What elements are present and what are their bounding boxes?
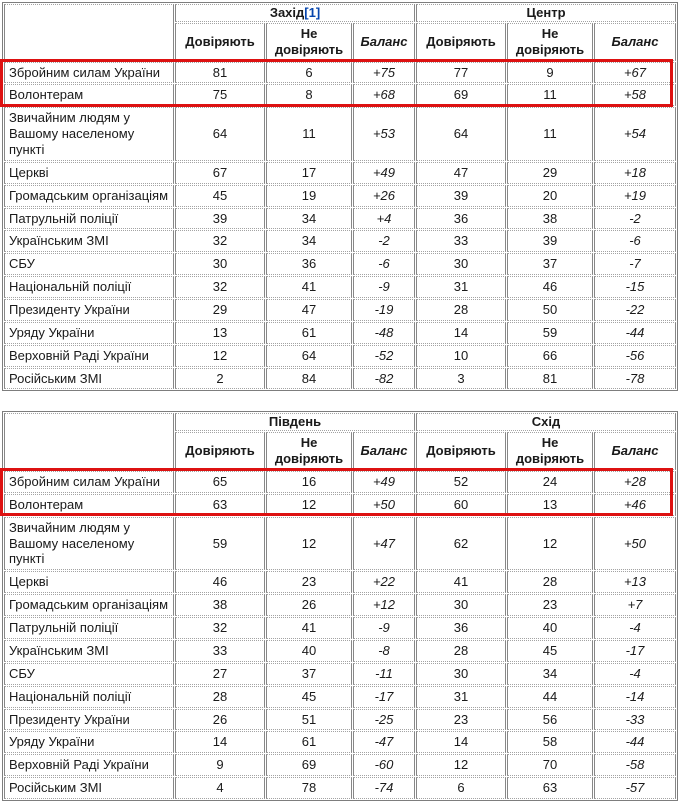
distrust-value: 61 — [266, 731, 352, 753]
distrust-value: 64 — [266, 345, 352, 367]
trust-table-block-south-east — [2, 411, 678, 800]
trust-value: 39 — [416, 185, 506, 207]
balance-value: +53 — [353, 107, 415, 161]
table-header — [4, 4, 676, 61]
distrust-value: 45 — [266, 686, 352, 708]
table-row-armed-forces — [4, 471, 676, 493]
balance-value: -25 — [353, 709, 415, 731]
trust-value: 6 — [416, 777, 506, 799]
table-row-patrol-police — [4, 208, 676, 230]
table-row-sbu — [4, 663, 676, 685]
trust-value: 52 — [416, 471, 506, 493]
row-label: Верховній Раді України — [4, 754, 174, 776]
distrust-value: 20 — [507, 185, 593, 207]
trust-value: 30 — [416, 663, 506, 685]
balance-value: +22 — [353, 571, 415, 593]
distrust-value: 16 — [266, 471, 352, 493]
trust-value: 9 — [175, 754, 265, 776]
balance-value: -15 — [594, 276, 676, 298]
row-label: Українським ЗМІ — [4, 640, 174, 662]
page — [2, 2, 678, 801]
trust-value: 75 — [175, 84, 265, 106]
balance-value: +28 — [594, 471, 676, 493]
trust-value: 32 — [175, 617, 265, 639]
balance-value: -7 — [594, 253, 676, 275]
row-label: Громадським організаціям — [4, 185, 174, 207]
table-row-ukrainian-media — [4, 230, 676, 252]
table-row-ordinary-people — [4, 517, 676, 571]
distrust-value: 41 — [266, 617, 352, 639]
trust-value: 2 — [175, 368, 265, 390]
row-label: Звичайним людям у Вашому населеному пункті — [4, 517, 174, 571]
balance-value: -9 — [353, 276, 415, 298]
trust-value: 14 — [416, 322, 506, 344]
trust-value: 31 — [416, 686, 506, 708]
table-row-russian-media — [4, 368, 676, 390]
distrust-value: 17 — [266, 162, 352, 184]
distrust-value: 34 — [266, 208, 352, 230]
distrust-value: 11 — [507, 84, 593, 106]
distrust-value: 37 — [507, 253, 593, 275]
column-header-balance: Баланс — [353, 432, 415, 470]
distrust-value: 37 — [266, 663, 352, 685]
distrust-value: 61 — [266, 322, 352, 344]
distrust-value: 34 — [507, 663, 593, 685]
balance-value: -57 — [594, 777, 676, 799]
column-header-trust: Довіряють — [416, 432, 506, 470]
row-label: СБУ — [4, 253, 174, 275]
balance-value: -48 — [353, 322, 415, 344]
trust-value: 77 — [416, 62, 506, 84]
row-label: Національній поліції — [4, 276, 174, 298]
region-name: Центр — [526, 5, 566, 20]
balance-value: +67 — [594, 62, 676, 84]
region-header — [416, 4, 676, 22]
row-label: Патрульній поліції — [4, 617, 174, 639]
reference-link[interactable]: [1] — [304, 5, 321, 20]
distrust-value: 26 — [266, 594, 352, 616]
trust-value: 67 — [175, 162, 265, 184]
distrust-value: 6 — [266, 62, 352, 84]
row-label: Громадським організаціям — [4, 594, 174, 616]
balance-value: +50 — [353, 494, 415, 516]
balance-value: +49 — [353, 471, 415, 493]
table-row-church — [4, 571, 676, 593]
row-label: Церкві — [4, 571, 174, 593]
trust-value: 32 — [175, 230, 265, 252]
table-row-volunteers — [4, 84, 676, 106]
column-header-distrust: Не довіряють — [266, 23, 352, 61]
trust-value: 29 — [175, 299, 265, 321]
distrust-value: 11 — [507, 107, 593, 161]
distrust-value: 40 — [507, 617, 593, 639]
balance-value: -6 — [353, 253, 415, 275]
table-header — [4, 413, 676, 470]
balance-value: +13 — [594, 571, 676, 593]
trust-value: 36 — [416, 208, 506, 230]
column-header-trust: Довіряють — [175, 23, 265, 61]
trust-value: 14 — [175, 731, 265, 753]
row-label: Збройним силам України — [4, 471, 174, 493]
trust-value: 64 — [175, 107, 265, 161]
trust-value: 59 — [175, 517, 265, 571]
distrust-value: 66 — [507, 345, 593, 367]
balance-value: -78 — [594, 368, 676, 390]
balance-value: +47 — [353, 517, 415, 571]
balance-value: -11 — [353, 663, 415, 685]
row-label: Волонтерам — [4, 494, 174, 516]
trust-value: 30 — [416, 594, 506, 616]
row-label: Волонтерам — [4, 84, 174, 106]
distrust-value: 81 — [507, 368, 593, 390]
distrust-value: 58 — [507, 731, 593, 753]
distrust-value: 23 — [266, 571, 352, 593]
trust-value: 3 — [416, 368, 506, 390]
distrust-value: 29 — [507, 162, 593, 184]
trust-value: 26 — [175, 709, 265, 731]
row-label: Верховній Раді України — [4, 345, 174, 367]
region-header — [175, 4, 415, 22]
balance-value: -52 — [353, 345, 415, 367]
balance-value: +12 — [353, 594, 415, 616]
balance-value: +75 — [353, 62, 415, 84]
distrust-value: 19 — [266, 185, 352, 207]
distrust-value: 8 — [266, 84, 352, 106]
distrust-value: 69 — [266, 754, 352, 776]
balance-value: -58 — [594, 754, 676, 776]
distrust-value: 12 — [266, 494, 352, 516]
balance-value: +26 — [353, 185, 415, 207]
trust-value: 36 — [416, 617, 506, 639]
balance-value: -2 — [353, 230, 415, 252]
column-header-balance: Баланс — [594, 23, 676, 61]
table-row-national-police — [4, 276, 676, 298]
trust-value: 14 — [416, 731, 506, 753]
distrust-value: 28 — [507, 571, 593, 593]
distrust-value: 11 — [266, 107, 352, 161]
table-row-armed-forces — [4, 62, 676, 84]
trust-table — [2, 2, 678, 391]
balance-value: +46 — [594, 494, 676, 516]
trust-value: 45 — [175, 185, 265, 207]
row-label: Уряду України — [4, 731, 174, 753]
trust-value: 13 — [175, 322, 265, 344]
distrust-value: 36 — [266, 253, 352, 275]
column-header-distrust: Не довіряють — [507, 23, 593, 61]
balance-value: -44 — [594, 322, 676, 344]
distrust-value: 12 — [266, 517, 352, 571]
trust-value: 12 — [416, 754, 506, 776]
table-row-president — [4, 709, 676, 731]
balance-value: -82 — [353, 368, 415, 390]
balance-value: -60 — [353, 754, 415, 776]
trust-value: 65 — [175, 471, 265, 493]
column-header-balance: Баланс — [594, 432, 676, 470]
balance-value: -22 — [594, 299, 676, 321]
balance-value: -2 — [594, 208, 676, 230]
trust-value: 69 — [416, 84, 506, 106]
table-row-government — [4, 731, 676, 753]
trust-value: 64 — [416, 107, 506, 161]
balance-value: -44 — [594, 731, 676, 753]
table-body — [4, 471, 676, 799]
distrust-value: 50 — [507, 299, 593, 321]
trust-value: 10 — [416, 345, 506, 367]
corner-cell — [4, 4, 174, 61]
region-header-row — [4, 4, 676, 22]
distrust-value: 59 — [507, 322, 593, 344]
row-label: Національній поліції — [4, 686, 174, 708]
region-name: Схід — [531, 414, 561, 430]
region-name: Південь — [268, 414, 322, 430]
balance-value: -19 — [353, 299, 415, 321]
trust-value: 39 — [175, 208, 265, 230]
distrust-value: 70 — [507, 754, 593, 776]
distrust-value: 13 — [507, 494, 593, 516]
balance-value: -8 — [353, 640, 415, 662]
row-label: Російським ЗМІ — [4, 368, 174, 390]
column-header-distrust: Не довіряють — [507, 432, 593, 470]
table-row-patrol-police — [4, 617, 676, 639]
balance-value: -4 — [594, 617, 676, 639]
table-row-ukrainian-media — [4, 640, 676, 662]
trust-value: 62 — [416, 517, 506, 571]
row-label: Уряду України — [4, 322, 174, 344]
distrust-value: 23 — [507, 594, 593, 616]
trust-table-block-west-center — [2, 2, 678, 391]
table-row-parliament — [4, 754, 676, 776]
trust-value: 41 — [416, 571, 506, 593]
distrust-value: 51 — [266, 709, 352, 731]
row-label: Українським ЗМІ — [4, 230, 174, 252]
trust-value: 33 — [416, 230, 506, 252]
row-label: Патрульній поліції — [4, 208, 174, 230]
trust-value: 81 — [175, 62, 265, 84]
table-row-national-police — [4, 686, 676, 708]
table-row-civic-organizations — [4, 185, 676, 207]
table-row-church — [4, 162, 676, 184]
trust-value: 47 — [416, 162, 506, 184]
row-label: Президенту України — [4, 299, 174, 321]
trust-value: 28 — [416, 299, 506, 321]
distrust-value: 45 — [507, 640, 593, 662]
trust-value: 31 — [416, 276, 506, 298]
trust-table — [2, 411, 678, 800]
column-header-trust: Довіряють — [175, 432, 265, 470]
balance-value: +49 — [353, 162, 415, 184]
table-row-ordinary-people — [4, 107, 676, 161]
table-row-russian-media — [4, 777, 676, 799]
trust-value: 60 — [416, 494, 506, 516]
column-header-balance: Баланс — [353, 23, 415, 61]
balance-value: -47 — [353, 731, 415, 753]
trust-value: 33 — [175, 640, 265, 662]
trust-value: 23 — [416, 709, 506, 731]
distrust-value: 34 — [266, 230, 352, 252]
distrust-value: 78 — [266, 777, 352, 799]
trust-value: 63 — [175, 494, 265, 516]
row-label: Російським ЗМІ — [4, 777, 174, 799]
balance-value: -33 — [594, 709, 676, 731]
corner-cell — [4, 413, 174, 470]
row-label: Церкві — [4, 162, 174, 184]
trust-value: 12 — [175, 345, 265, 367]
region-name: Захід — [269, 5, 305, 20]
balance-value: -14 — [594, 686, 676, 708]
balance-value: -74 — [353, 777, 415, 799]
table-body — [4, 62, 676, 390]
balance-value: +4 — [353, 208, 415, 230]
balance-value: -17 — [353, 686, 415, 708]
table-row-government — [4, 322, 676, 344]
region-header — [416, 413, 676, 431]
distrust-value: 63 — [507, 777, 593, 799]
balance-value: -9 — [353, 617, 415, 639]
distrust-value: 44 — [507, 686, 593, 708]
balance-value: -4 — [594, 663, 676, 685]
trust-value: 28 — [416, 640, 506, 662]
balance-value: +18 — [594, 162, 676, 184]
balance-value: +7 — [594, 594, 676, 616]
balance-value: +68 — [353, 84, 415, 106]
trust-value: 28 — [175, 686, 265, 708]
distrust-value: 84 — [266, 368, 352, 390]
balance-value: -6 — [594, 230, 676, 252]
trust-value: 30 — [175, 253, 265, 275]
balance-value: -56 — [594, 345, 676, 367]
balance-value: -17 — [594, 640, 676, 662]
distrust-value: 39 — [507, 230, 593, 252]
distrust-value: 24 — [507, 471, 593, 493]
column-header-trust: Довіряють — [416, 23, 506, 61]
table-row-civic-organizations — [4, 594, 676, 616]
trust-value: 27 — [175, 663, 265, 685]
table-row-sbu — [4, 253, 676, 275]
trust-value: 46 — [175, 571, 265, 593]
row-label: Президенту України — [4, 709, 174, 731]
trust-value: 4 — [175, 777, 265, 799]
row-label: Збройним силам України — [4, 62, 174, 84]
distrust-value: 40 — [266, 640, 352, 662]
balance-value: +19 — [594, 185, 676, 207]
balance-value: +50 — [594, 517, 676, 571]
table-row-president — [4, 299, 676, 321]
table-row-volunteers — [4, 494, 676, 516]
distrust-value: 47 — [266, 299, 352, 321]
distrust-value: 41 — [266, 276, 352, 298]
trust-value: 38 — [175, 594, 265, 616]
distrust-value: 56 — [507, 709, 593, 731]
column-header-distrust: Не довіряють — [266, 432, 352, 470]
trust-value: 32 — [175, 276, 265, 298]
balance-value: +58 — [594, 84, 676, 106]
distrust-value: 12 — [507, 517, 593, 571]
region-header — [175, 413, 415, 431]
distrust-value: 46 — [507, 276, 593, 298]
trust-value: 30 — [416, 253, 506, 275]
balance-value: +54 — [594, 107, 676, 161]
row-label: Звичайним людям у Вашому населеному пункті — [4, 107, 174, 161]
distrust-value: 38 — [507, 208, 593, 230]
table-row-parliament — [4, 345, 676, 367]
row-label: СБУ — [4, 663, 174, 685]
distrust-value: 9 — [507, 62, 593, 84]
region-header-row — [4, 413, 676, 431]
